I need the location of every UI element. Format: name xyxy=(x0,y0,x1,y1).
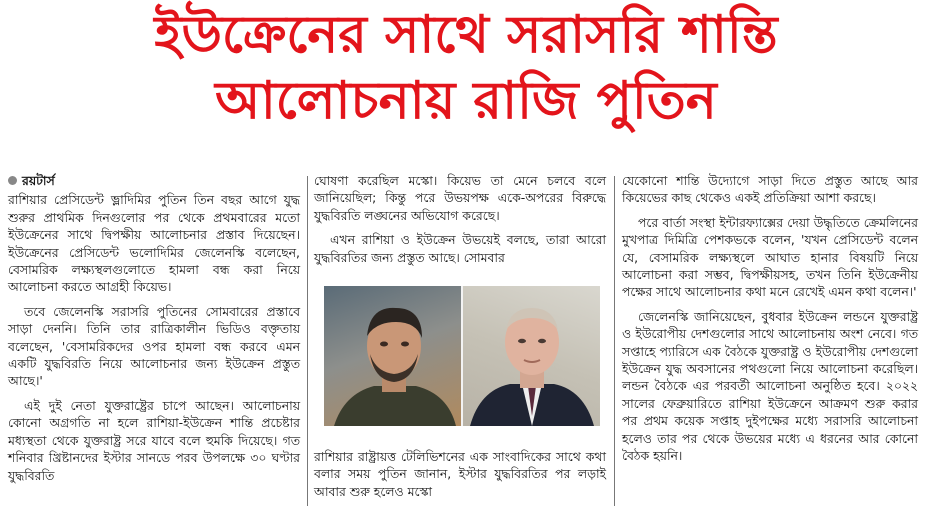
article-column-2-continued xyxy=(314,448,606,500)
column-divider xyxy=(614,176,615,506)
bullet-icon xyxy=(8,176,17,185)
byline-text: রয়টার্স xyxy=(22,173,55,188)
paragraph: এই দুই নেতা যুক্তরাষ্ট্রের চাপে আছেন। আলোচনায় কোনো অগ্রগতি না হলে রাশিয়া-ইউক্রেন শান্তি প্রচেষ্টার মধ্যস্থতা থেকে যুক্তরাষ্ট্র সরে যাবে বলে হুমকি দিয়েছে। গত শনিবার খ্রিষ্টানদের ইস্টার সানডে পরব উপলক্ষে ৩০ ঘণ্টার যুদ্ধবিরতি xyxy=(8,397,300,483)
article-photo xyxy=(324,286,600,426)
column-divider xyxy=(307,176,308,506)
paragraph: জেলেনস্কি জানিয়েছেন, বুধবার ইউক্রেন লন্ডনে যুক্তরাষ্ট্র ও ইউরোপীয় দেশগুলোর সাথে আলোচনায় অংশ নেবে। গত সপ্তাহে প্যারিসে এক বৈঠকে যুক্তরাষ্ট্র ও ইউরোপীয় দেশগুলো ইউক্রেন যুদ্ধ অবসানের পথগুলো নিয়ে আলোচনা করেছিল। লন্ডন বৈঠকে এর পরবর্তী আলোচনা অনুষ্ঠিত হবে। ২০২২ সালের ফেব্রুয়ারিতে রাশিয়া ইউক্রেনে আক্রমণ শুরু করার পর প্রথম কয়েক সপ্তাহ দুইপক্ষের মধ্যে সরাসরি আলোচনা হলেও তার পর থেকে উভয়ের মধ্যে এ ধরনের আর কোনো বৈঠক হয়নি। xyxy=(622,308,918,464)
paragraph: যেকোনো শান্তি উদ্যোগে সাড়া দিতে প্রস্তুত আছে আর কিয়েভের কাছ থেকেও একই প্রতিক্রিয়া আশা করছে। xyxy=(622,173,918,206)
paragraph: ঘোষণা করেছিল মস্কো। কিয়েভ তা মেনে চলবে বলে জানিয়েছিল; কিন্তু পরে উভয়পক্ষ একে-অপরের বিরুদ্ধে যুদ্ধবিরতি লঙ্ঘনের অভিযোগ করেছে। xyxy=(314,173,606,223)
paragraph: তবে জেলেনস্কি সরাসরি পুতিনের সোমবারের প্রস্তাবে সাড়া দেননি। তিনি তার রাত্রিকালীন ভিডিও বক্তৃতায় বলেছেন, 'বেসামরিকদের ওপর হামলা বন্ধ করবে এমন একটি যুদ্ধবিরতি নিয়ে আলোচনার জন্য ইউক্রেন প্রস্তুত আছে।' xyxy=(8,303,300,389)
article-column-3 xyxy=(622,172,918,472)
portrait-left-icon xyxy=(324,286,462,426)
headline-line-1: ইউক্রেনের সাথে সরাসরি শান্তি xyxy=(154,5,778,65)
photo-divider xyxy=(461,286,463,426)
byline xyxy=(8,172,300,189)
paragraph: পরে বার্তা সংস্থা ইন্টারফ্যাক্সের দেয়া উদ্ধৃতিতে ক্রেমলিনের মুখপাত্র দিমিত্রি পেশকভকে বলেন, 'যখন প্রেসিডেন্ট বলেন যে, বেসামরিক লক্ষ্যস্থলে আঘাত হানার বিষয়টি নিয়ে আলোচনা করা সম্ভব, দ্বিপক্ষীয়সহ, তখন তিনি ইউক্রেনীয় পক্ষের সাথে আলোচনার কথা মনে রেখেই এমন কথা বলেন।' xyxy=(622,214,918,300)
paragraph: রাশিয়ার রাষ্ট্রায়ত্ত টেলিভিশনের এক সাংবাদিকের সাথে কথা বলার সময় পুতিন জানান, ইস্টার যুদ্ধবিরতির পর লড়াই আবার শুরু হলেও মস্কো xyxy=(314,449,606,499)
paragraph: রাশিয়ার প্রেসিডেন্ট ভ্লাদিমির পুতিন তিন বছর আগে যুদ্ধ শুরুর প্রাথমিক দিনগুলোর পর থেকে প্রথমবারের মতো ইউক্রেনের সাথে দ্বিপক্ষীয় আলোচনার প্রস্তাব দিয়েছেন। ইউক্রেনের প্রেসিডেন্ট ভলোদিমির জেলেনস্কি বলেছেন, বেসামরিক লক্ষ্যস্থলগুলোতে হামলা বন্ধ করা নিয়ে আলোচনা করতে আগ্রহী কিয়েভ। xyxy=(8,192,300,295)
portrait-right-icon xyxy=(462,286,600,426)
headline-line-2: আলোচনায় রাজি পুতিন xyxy=(215,71,717,131)
photo-zelensky xyxy=(324,286,462,426)
paragraph: এখন রাশিয়া ও ইউক্রেন উভয়েই বলছে, তারা আরো যুদ্ধবিরতির জন্য প্রস্তুত আছে। সোমবার xyxy=(314,232,606,265)
photo-putin xyxy=(462,286,600,426)
headline xyxy=(0,2,932,134)
article-column-1 xyxy=(8,172,300,491)
article-column-2 xyxy=(314,172,606,273)
